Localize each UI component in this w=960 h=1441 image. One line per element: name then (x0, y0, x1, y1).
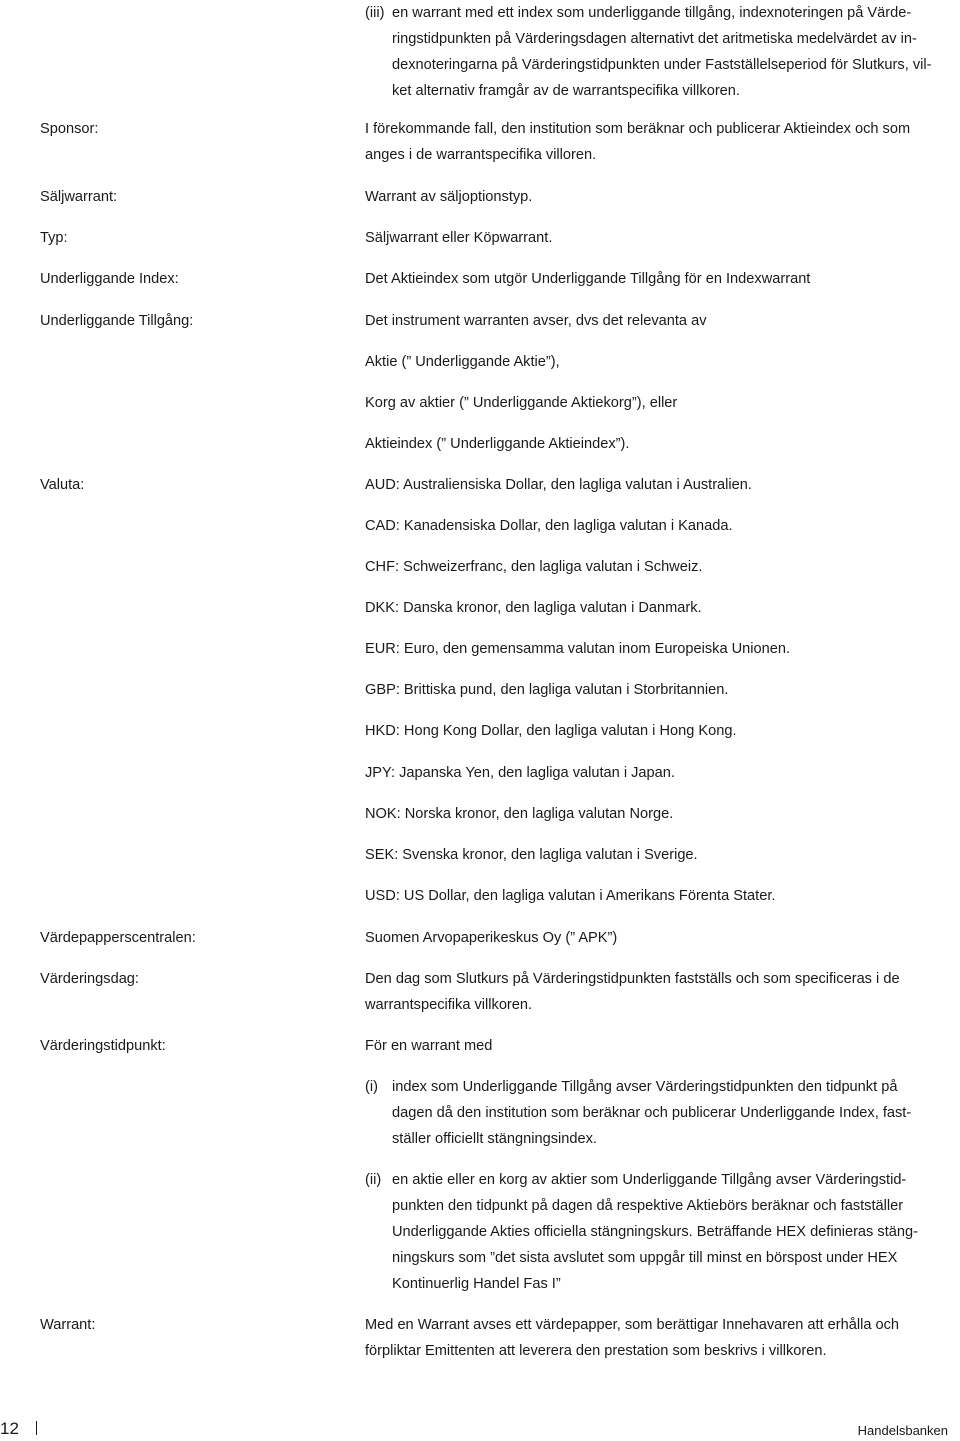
currency-item: SEK: Svenska kronor, den lagliga valutan i Sverige. (365, 847, 698, 863)
underliggande-index-text: Det Aktieindex som utgör Underliggande Tillgång för en Indexwarrant (365, 271, 811, 287)
enum-text: en aktie eller en korg av aktier som Underliggande Tillgång avser Värderingstid- punkten den tidpunkt på dagen då respektive Aktiebörs beräknar och fastställer Underliggande Akties officiella stängningskurs. Beträffande HEX definieras stäng- ningskurs som ”det sista avslutet som uppgår till minst en börspost under HEX Kontinuerlig Handel Fas I” (392, 1172, 918, 1292)
enum-text: index som Underliggande Tillgång avser Värderingstidpunkten den tidpunkt på dagen då den institution som beräknar och publicerar Underliggande Index, fast- ställer officiellt stängningsindex. (392, 1079, 912, 1147)
typ-label: Typ: (40, 230, 68, 246)
currency-item: GBP: Brittiska pund, den lagliga valutan i Storbritannien. (365, 682, 729, 698)
currency-item: DKK: Danska kronor, den lagliga valutan i Danmark. (365, 600, 702, 616)
varderingsdag-text: Den dag som Slutkurs på Värderingstidpunkten fastställs och som specificeras i de warrantspecifika villkoren. (365, 971, 900, 1013)
warrant-text: Med en Warrant avses ett värdepapper, som berättigar Innehavaren att erhålla och förpliktar Emittenten att leverera den prestation som beskrivs i villkoren. (365, 1317, 900, 1359)
currency-item: HKD: Hong Kong Dollar, den lagliga valutan i Hong Kong. (365, 723, 737, 739)
saljwarrant-text: Warrant av säljoptionstyp. (365, 189, 533, 205)
enum-number: (ii) (365, 1172, 382, 1188)
valuta-label: Valuta: (40, 477, 85, 493)
varderingsdag-label: Värderingsdag: (40, 971, 139, 987)
enum-text: en warrant med ett index som underliggande tillgång, indexnoteringen på Värde- ringstidpunkten på Värderingsdagen alternativt det aritmetiska medelvärdet av in- dexnoteringarna på Värderingstidpunkten under Fastställelseperiod för Slutkurs, vil- ket alternativ framgår av de warrantspecifika villkoren. (392, 5, 932, 99)
underliggande-tillgang-line-1: Aktie (” Underliggande Aktie”), (365, 354, 560, 370)
vardepapperscentralen-text: Suomen Arvopaperikeskus Oy (” APK”) (365, 930, 618, 946)
enum-number: (i) (365, 1079, 378, 1095)
sponsor-label: Sponsor: (40, 121, 99, 137)
underliggande-tillgang-line-2: Korg av aktier (” Underliggande Aktiekorg”), eller (365, 395, 678, 411)
currency-item: NOK: Norska kronor, den lagliga valutan Norge. (365, 806, 674, 822)
page-number: 12 (0, 1419, 19, 1438)
saljwarrant-label: Säljwarrant: (40, 189, 118, 205)
currency-item: USD: US Dollar, den lagliga valutan i Amerikans Förenta Stater. (365, 888, 776, 904)
currency-item: EUR: Euro, den gemensamma valutan inom Europeiska Unionen. (365, 641, 791, 657)
currency-item: JPY: Japanska Yen, den lagliga valutan i Japan. (365, 765, 675, 781)
underliggande-tillgang-line-3: Aktieindex (” Underliggande Aktieindex”). (365, 436, 630, 452)
currency-item: CHF: Schweizerfranc, den lagliga valutan i Schweiz. (365, 559, 703, 575)
sponsor-text: I förekommande fall, den institution som beräknar och publicerar Aktieindex och som anges i de warrantspecifika villoren. (365, 121, 911, 163)
currency-item: AUD: Australiensiska Dollar, den lagliga valutan i Australien. (365, 477, 752, 493)
footer-brand: Handelsbanken (857, 1423, 948, 1438)
varderingstidpunkt-intro: För en warrant med (365, 1038, 493, 1054)
underliggande-tillgang-label: Underliggande Tillgång: (40, 313, 194, 329)
warrant-label: Warrant: (40, 1317, 96, 1333)
currency-item: CAD: Kanadensiska Dollar, den lagliga valutan i Kanada. (365, 518, 733, 534)
vardepapperscentralen-label: Värdepapperscentralen: (40, 930, 196, 946)
typ-text: Säljwarrant eller Köpwarrant. (365, 230, 553, 246)
underliggande-tillgang-line-0: Det instrument warranten avser, dvs det relevanta av (365, 313, 707, 329)
varderingstidpunkt-label: Värderingstidpunkt: (40, 1038, 166, 1054)
underliggande-index-label: Underliggande Index: (40, 271, 179, 287)
footer-divider (36, 1421, 37, 1435)
enum-number: (iii) (365, 5, 385, 21)
